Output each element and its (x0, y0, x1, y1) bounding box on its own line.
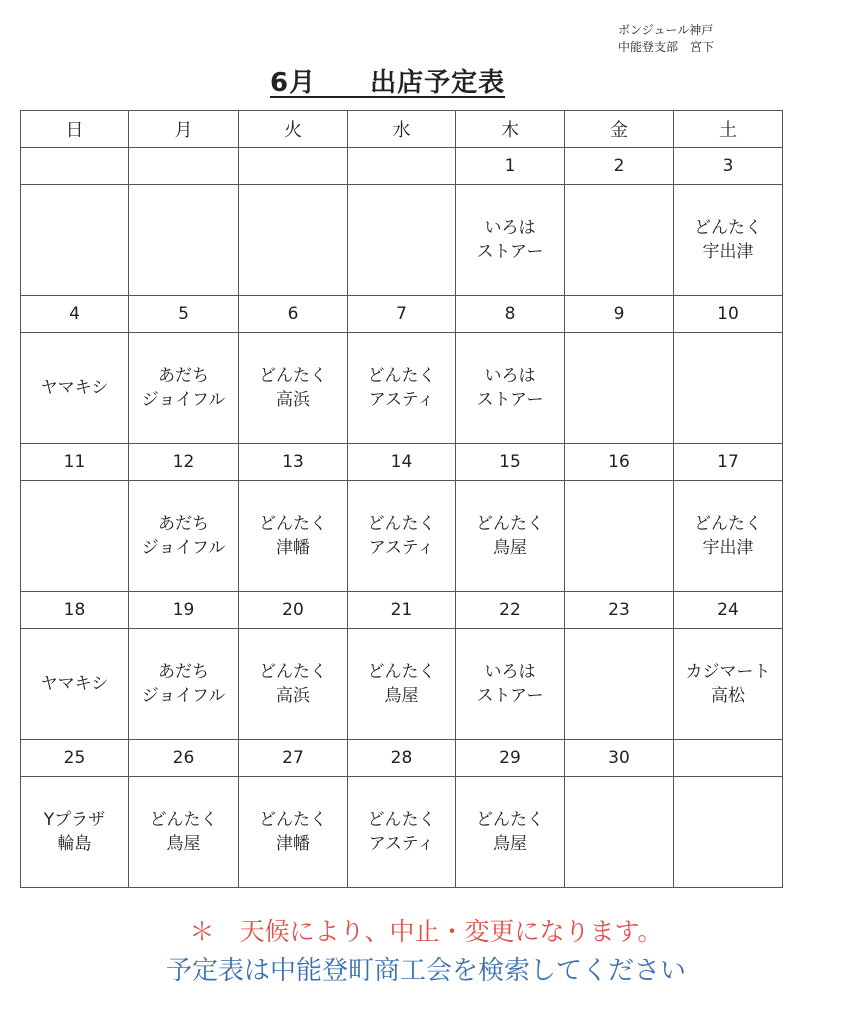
organizer-branch: 中能登支部 宮下 (618, 40, 715, 54)
event-cell (129, 185, 239, 296)
date-cell: 20 (239, 592, 348, 629)
event-cell: Yプラザ 輪島 (21, 777, 129, 888)
event-cell (239, 185, 348, 296)
week-5-dates (21, 740, 783, 777)
event-cell: どんたく 津幡 (239, 481, 348, 592)
event-cell: どんたく 鳥屋 (456, 777, 565, 888)
event-cell (565, 481, 674, 592)
date-cell: 29 (456, 740, 565, 777)
week-1-events (21, 185, 783, 296)
week-2-dates (21, 296, 783, 333)
date-cell: 5 (129, 296, 239, 333)
date-cell: 9 (565, 296, 674, 333)
week-2-events (21, 333, 783, 444)
weekday-sat: 土 (674, 111, 783, 148)
event-cell: いろは ストアー (456, 333, 565, 444)
event-cell (348, 185, 456, 296)
date-cell: 26 (129, 740, 239, 777)
date-cell: 21 (348, 592, 456, 629)
event-cell: カジマート 高松 (674, 629, 783, 740)
date-cell: 11 (21, 444, 129, 481)
event-cell: どんたく 鳥屋 (456, 481, 565, 592)
date-cell: 19 (129, 592, 239, 629)
event-cell (565, 333, 674, 444)
date-cell: 25 (21, 740, 129, 777)
event-cell: どんたく アスティ (348, 333, 456, 444)
week-1-dates (21, 148, 783, 185)
date-cell: 1 (456, 148, 565, 185)
event-cell (674, 333, 783, 444)
date-cell: 16 (565, 444, 674, 481)
date-cell: 28 (348, 740, 456, 777)
date-cell: 27 (239, 740, 348, 777)
weather-notice: ＊ 天候により、中止・変更になります。 (189, 917, 663, 946)
event-cell: どんたく 鳥屋 (129, 777, 239, 888)
date-cell: 17 (674, 444, 783, 481)
weekday-fri: 金 (565, 111, 674, 148)
date-cell: 10 (674, 296, 783, 333)
event-cell: ヤマキシ (21, 629, 129, 740)
date-cell: 24 (674, 592, 783, 629)
week-5-events (21, 777, 783, 888)
date-cell (348, 148, 456, 185)
organizer-info (618, 22, 714, 56)
event-cell (21, 185, 129, 296)
event-cell: どんたく 高浜 (239, 629, 348, 740)
date-cell: 23 (565, 592, 674, 629)
page-title: 6月 出店予定表 (270, 68, 506, 98)
week-3-dates (21, 444, 783, 481)
weekday-wed: 水 (348, 111, 456, 148)
event-cell: あだち ジョイフル (129, 481, 239, 592)
event-cell (674, 777, 783, 888)
weekday-sun: 日 (21, 111, 129, 148)
event-cell: いろは ストアー (456, 629, 565, 740)
date-cell: 4 (21, 296, 129, 333)
date-cell: 22 (456, 592, 565, 629)
event-cell: どんたく アスティ (348, 481, 456, 592)
date-cell (129, 148, 239, 185)
week-4-dates (21, 592, 783, 629)
week-3-events (21, 481, 783, 592)
week-4-events (21, 629, 783, 740)
event-cell: どんたく 宇出津 (674, 185, 783, 296)
date-cell (21, 148, 129, 185)
organizer-name: ボンジュール神戸 (618, 23, 714, 37)
weekday-tue: 火 (239, 111, 348, 148)
date-cell: 30 (565, 740, 674, 777)
date-cell: 15 (456, 444, 565, 481)
event-cell: あだち ジョイフル (129, 333, 239, 444)
date-cell: 6 (239, 296, 348, 333)
date-cell: 13 (239, 444, 348, 481)
event-cell (565, 629, 674, 740)
date-cell: 3 (674, 148, 783, 185)
event-cell: ヤマキシ (21, 333, 129, 444)
event-cell (565, 185, 674, 296)
event-cell: どんたく 高浜 (239, 333, 348, 444)
event-cell (565, 777, 674, 888)
weekday-mon: 月 (129, 111, 239, 148)
event-cell: どんたく 宇出津 (674, 481, 783, 592)
date-cell: 7 (348, 296, 456, 333)
date-cell: 12 (129, 444, 239, 481)
schedule-calendar (20, 110, 783, 888)
weekday-thu: 木 (456, 111, 565, 148)
date-cell (674, 740, 783, 777)
date-cell: 14 (348, 444, 456, 481)
event-cell: どんたく 津幡 (239, 777, 348, 888)
date-cell: 2 (565, 148, 674, 185)
date-cell (239, 148, 348, 185)
event-cell (21, 481, 129, 592)
date-cell: 8 (456, 296, 565, 333)
event-cell: あだち ジョイフル (129, 629, 239, 740)
event-cell: どんたく 鳥屋 (348, 629, 456, 740)
event-cell: どんたく アスティ (348, 777, 456, 888)
event-cell: いろは ストアー (456, 185, 565, 296)
search-notice: 予定表は中能登町商工会を検索してください (165, 956, 686, 986)
date-cell: 18 (21, 592, 129, 629)
weekday-header-row (21, 111, 783, 148)
